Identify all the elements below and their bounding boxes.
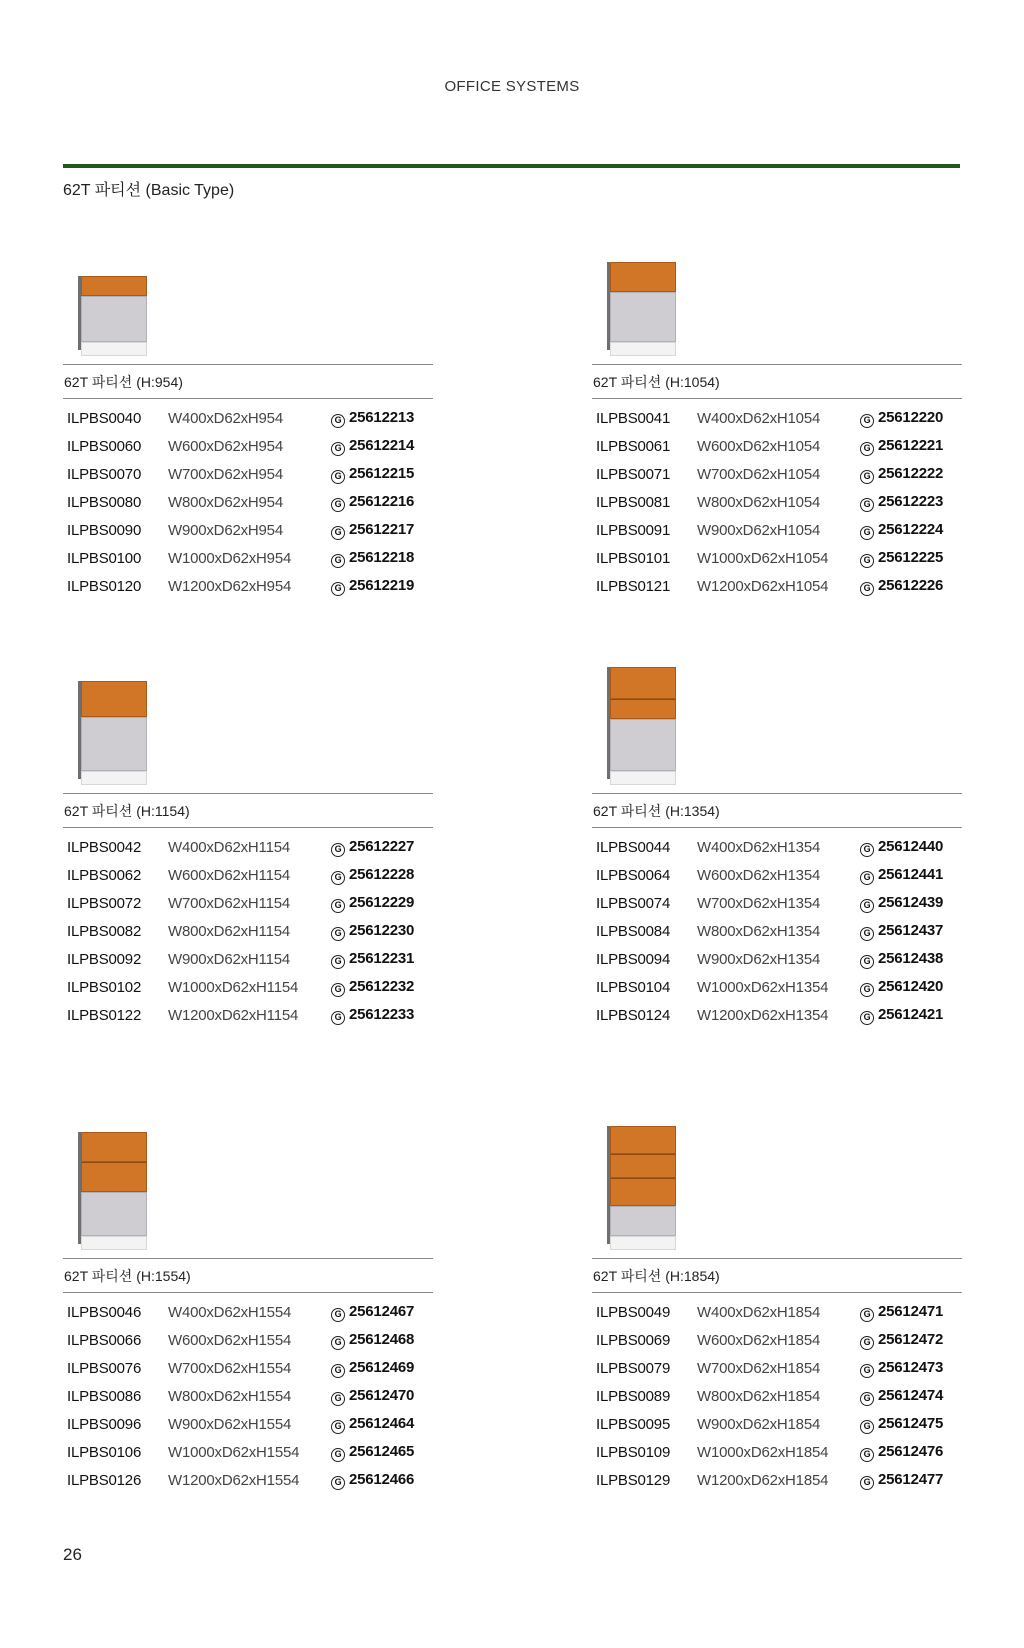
product-code: ILPBS0070 (67, 465, 142, 483)
g-code: 25612224 (878, 520, 944, 538)
g-mark-icon: G (331, 1011, 345, 1025)
table-row (63, 432, 433, 460)
product-block-h1154 (63, 675, 433, 1029)
product-code: ILPBS0072 (67, 894, 142, 912)
table-row (63, 404, 433, 432)
g-code: 25612437 (878, 921, 944, 939)
product-code: ILPBS0100 (67, 549, 142, 567)
g-mark-icon: G (860, 498, 874, 512)
section-title: 62T 파티션 (Basic Type) (63, 182, 235, 199)
table-row (63, 833, 433, 861)
g-code: 25612468 (349, 1330, 415, 1348)
product-code: ILPBS0096 (67, 1415, 142, 1433)
g-code: 25612217 (349, 520, 415, 538)
table-row (592, 488, 962, 516)
g-mark-icon: G (331, 582, 345, 596)
product-code: ILPBS0069 (596, 1331, 671, 1349)
g-code: 25612466 (349, 1470, 415, 1488)
partition-base (81, 342, 147, 356)
fabric-panel-lower (610, 719, 676, 771)
g-mark-icon: G (331, 470, 345, 484)
product-code: ILPBS0090 (67, 521, 142, 539)
spec-table (63, 404, 433, 600)
table-row (592, 1298, 962, 1326)
table-row (592, 404, 962, 432)
table-row (592, 1466, 962, 1494)
product-block-h954 (63, 246, 433, 600)
product-code: ILPBS0084 (596, 922, 671, 940)
product-code: ILPBS0106 (67, 1443, 142, 1461)
g-mark-icon: G (331, 1336, 345, 1350)
spec-table (592, 404, 962, 600)
g-mark-icon: G (860, 582, 874, 596)
dimensions: W400xD62xH1554 (168, 1303, 292, 1321)
g-code: 25612213 (349, 408, 415, 426)
partition-image (63, 675, 433, 793)
product-code: ILPBS0129 (596, 1471, 671, 1489)
g-code: 25612472 (878, 1330, 944, 1348)
product-code: ILPBS0121 (596, 577, 671, 595)
dimensions: W1200xD62xH1554 (168, 1471, 300, 1489)
partition-image (592, 246, 962, 364)
dimensions: W900xD62xH1554 (168, 1415, 292, 1433)
g-mark-icon: G (331, 1364, 345, 1378)
dimensions: W900xD62xH954 (168, 521, 283, 539)
partition-illustration (610, 1126, 676, 1250)
g-mark-icon: G (331, 1420, 345, 1434)
fabric-panel-upper (610, 262, 676, 292)
table-row (63, 917, 433, 945)
partition-illustration (81, 681, 147, 785)
dimensions: W700xD62xH1854 (697, 1359, 821, 1377)
table-row (63, 861, 433, 889)
g-mark-icon: G (860, 1336, 874, 1350)
product-code: ILPBS0089 (596, 1387, 671, 1405)
table-row (592, 1438, 962, 1466)
product-code: ILPBS0082 (67, 922, 142, 940)
partition-image (63, 246, 433, 364)
dimensions: W900xD62xH1054 (697, 521, 821, 539)
product-code: ILPBS0080 (67, 493, 142, 511)
product-code: ILPBS0071 (596, 465, 671, 483)
fabric-panel-middle (81, 1162, 147, 1192)
block-title: 62T 파티션 (H:1354) (592, 793, 962, 828)
dimensions: W1000xD62xH1854 (697, 1443, 829, 1461)
g-mark-icon: G (331, 498, 345, 512)
table-row (592, 544, 962, 572)
g-mark-icon: G (331, 843, 345, 857)
product-code: ILPBS0094 (596, 950, 671, 968)
g-code: 25612476 (878, 1442, 944, 1460)
g-code: 25612420 (878, 977, 944, 995)
spec-table (63, 833, 433, 1029)
dimensions: W900xD62xH1854 (697, 1415, 821, 1433)
dimensions: W800xD62xH954 (168, 493, 283, 511)
dimensions: W600xD62xH954 (168, 437, 283, 455)
g-mark-icon: G (860, 1308, 874, 1322)
fabric-panel-middle (610, 1154, 676, 1178)
partition-base (81, 1236, 147, 1250)
dimensions: W400xD62xH1154 (168, 838, 290, 856)
table-row (592, 917, 962, 945)
product-code: ILPBS0060 (67, 437, 142, 455)
running-head: OFFICE SYSTEMS (444, 78, 580, 95)
product-code: ILPBS0079 (596, 1359, 671, 1377)
g-code: 25612226 (878, 576, 944, 594)
product-code: ILPBS0091 (596, 521, 671, 539)
g-code: 25612223 (878, 492, 944, 510)
product-code: ILPBS0124 (596, 1006, 671, 1024)
g-code: 25612421 (878, 1005, 944, 1023)
table-row (592, 833, 962, 861)
partition-base (610, 771, 676, 785)
dimensions: W900xD62xH1154 (168, 950, 290, 968)
dimensions: W700xD62xH954 (168, 465, 283, 483)
g-code: 25612464 (349, 1414, 415, 1432)
partition-illustration (81, 276, 147, 356)
partition-image (63, 1140, 433, 1258)
partition-image (592, 675, 962, 793)
spec-table (592, 833, 962, 1029)
product-code: ILPBS0095 (596, 1415, 671, 1433)
product-code: ILPBS0101 (596, 549, 671, 567)
product-code: ILPBS0104 (596, 978, 671, 996)
dimensions: W1200xD62xH954 (168, 577, 292, 595)
g-mark-icon: G (331, 1308, 345, 1322)
table-row (63, 572, 433, 600)
product-code: ILPBS0120 (67, 577, 142, 595)
dimensions: W600xD62xH1854 (697, 1331, 821, 1349)
dimensions: W1000xD62xH1154 (168, 978, 299, 996)
product-code: ILPBS0109 (596, 1443, 671, 1461)
g-code: 25612230 (349, 921, 415, 939)
dimensions: W900xD62xH1354 (697, 950, 821, 968)
product-code: ILPBS0042 (67, 838, 142, 856)
dimensions: W700xD62xH1354 (697, 894, 821, 912)
g-code: 25612227 (349, 837, 415, 855)
product-block-h1354 (592, 675, 962, 1029)
dimensions: W800xD62xH1154 (168, 922, 290, 940)
table-row (592, 861, 962, 889)
product-code: ILPBS0049 (596, 1303, 671, 1321)
g-code: 25612215 (349, 464, 415, 482)
g-code: 25612439 (878, 893, 944, 911)
g-code: 25612438 (878, 949, 944, 967)
g-mark-icon: G (331, 442, 345, 456)
g-mark-icon: G (860, 442, 874, 456)
dimensions: W600xD62xH1154 (168, 866, 290, 884)
g-code: 25612222 (878, 464, 944, 482)
table-row (592, 1326, 962, 1354)
g-code: 25612477 (878, 1470, 944, 1488)
fabric-panel-upper (81, 1132, 147, 1162)
partition-illustration (610, 667, 676, 785)
table-row (63, 1466, 433, 1494)
dimensions: W700xD62xH1554 (168, 1359, 292, 1377)
g-mark-icon: G (331, 554, 345, 568)
g-mark-icon: G (331, 899, 345, 913)
section-rule (63, 164, 960, 168)
g-code: 25612231 (349, 949, 415, 967)
g-code: 25612229 (349, 893, 415, 911)
g-mark-icon: G (331, 1448, 345, 1462)
dimensions: W400xD62xH1354 (697, 838, 821, 856)
table-row (63, 1410, 433, 1438)
g-mark-icon: G (860, 983, 874, 997)
g-code: 25612465 (349, 1442, 415, 1460)
table-row (592, 460, 962, 488)
page-number: 26 (63, 1545, 82, 1564)
product-code: ILPBS0102 (67, 978, 142, 996)
g-mark-icon: G (860, 554, 874, 568)
product-block-h1854 (592, 1140, 962, 1494)
table-row (63, 488, 433, 516)
product-code: ILPBS0062 (67, 866, 142, 884)
product-block-h1554 (63, 1140, 433, 1494)
table-row (63, 544, 433, 572)
g-mark-icon: G (860, 1011, 874, 1025)
dimensions: W800xD62xH1354 (697, 922, 821, 940)
g-mark-icon: G (860, 1364, 874, 1378)
dimensions: W1000xD62xH1354 (697, 978, 829, 996)
block-title: 62T 파티션 (H:1054) (592, 364, 962, 399)
g-mark-icon: G (860, 1420, 874, 1434)
g-mark-icon: G (860, 414, 874, 428)
product-code: ILPBS0076 (67, 1359, 142, 1377)
dimensions: W1000xD62xH1554 (168, 1443, 300, 1461)
partition-base (610, 342, 676, 356)
g-code: 25612473 (878, 1358, 944, 1376)
g-mark-icon: G (860, 1448, 874, 1462)
spec-table (63, 1298, 433, 1494)
g-mark-icon: G (860, 871, 874, 885)
g-mark-icon: G (860, 470, 874, 484)
table-row (63, 1354, 433, 1382)
table-row (63, 973, 433, 1001)
table-row (63, 889, 433, 917)
g-code: 25612221 (878, 436, 944, 454)
g-code: 25612214 (349, 436, 415, 454)
table-row (63, 1382, 433, 1410)
fabric-panel-upper (81, 276, 147, 296)
dimensions: W700xD62xH1154 (168, 894, 290, 912)
table-row (592, 889, 962, 917)
product-code: ILPBS0046 (67, 1303, 142, 1321)
dimensions: W800xD62xH1554 (168, 1387, 292, 1405)
product-code: ILPBS0040 (67, 409, 142, 427)
g-mark-icon: G (860, 899, 874, 913)
partition-illustration (81, 1132, 147, 1250)
partition-image (592, 1140, 962, 1258)
g-mark-icon: G (331, 983, 345, 997)
g-mark-icon: G (860, 1476, 874, 1490)
fabric-panel-middle (610, 1178, 676, 1206)
g-code: 25612232 (349, 977, 415, 995)
g-code: 25612440 (878, 837, 944, 855)
product-code: ILPBS0081 (596, 493, 671, 511)
dimensions: W800xD62xH1854 (697, 1387, 821, 1405)
fabric-panel-lower (610, 292, 676, 342)
partition-illustration (610, 262, 676, 356)
product-code: ILPBS0126 (67, 1471, 142, 1489)
fabric-panel-middle (610, 699, 676, 719)
g-mark-icon: G (860, 843, 874, 857)
fabric-panel-upper (81, 681, 147, 717)
dimensions: W400xD62xH1054 (697, 409, 821, 427)
block-title: 62T 파티션 (H:1854) (592, 1258, 962, 1293)
product-code: ILPBS0064 (596, 866, 671, 884)
table-row (592, 432, 962, 460)
dimensions: W400xD62xH954 (168, 409, 283, 427)
product-block-h1054 (592, 246, 962, 600)
table-row (63, 516, 433, 544)
fabric-panel-lower (81, 717, 147, 771)
product-code: ILPBS0074 (596, 894, 671, 912)
table-row (592, 1001, 962, 1029)
table-row (592, 973, 962, 1001)
product-code: ILPBS0044 (596, 838, 671, 856)
dimensions: W1200xD62xH1154 (168, 1006, 299, 1024)
g-mark-icon: G (331, 526, 345, 540)
block-title: 62T 파티션 (H:954) (63, 364, 433, 399)
table-row (63, 1438, 433, 1466)
g-code: 25612471 (878, 1302, 944, 1320)
product-code: ILPBS0061 (596, 437, 671, 455)
dimensions: W600xD62xH1054 (697, 437, 821, 455)
table-row (592, 572, 962, 600)
product-code: ILPBS0092 (67, 950, 142, 968)
g-code: 25612475 (878, 1414, 944, 1432)
product-code: ILPBS0122 (67, 1006, 142, 1024)
dimensions: W800xD62xH1054 (697, 493, 821, 511)
product-code: ILPBS0086 (67, 1387, 142, 1405)
dimensions: W600xD62xH1354 (697, 866, 821, 884)
dimensions: W1200xD62xH1354 (697, 1006, 829, 1024)
dimensions: W1000xD62xH1054 (697, 549, 829, 567)
table-row (592, 1382, 962, 1410)
table-row (63, 1298, 433, 1326)
fabric-panel-lower (610, 1206, 676, 1236)
fabric-panel-lower (81, 1192, 147, 1236)
g-code: 25612470 (349, 1386, 415, 1404)
g-code: 25612220 (878, 408, 944, 426)
g-code: 25612228 (349, 865, 415, 883)
spec-table (592, 1298, 962, 1494)
table-row (63, 1326, 433, 1354)
table-row (63, 945, 433, 973)
g-mark-icon: G (331, 1476, 345, 1490)
table-row (63, 460, 433, 488)
table-row (63, 1001, 433, 1029)
dimensions: W600xD62xH1554 (168, 1331, 292, 1349)
partition-base (610, 1236, 676, 1250)
g-code: 25612469 (349, 1358, 415, 1376)
block-title: 62T 파티션 (H:1154) (63, 793, 433, 828)
g-code: 25612225 (878, 548, 944, 566)
fabric-panel-upper (610, 1126, 676, 1154)
g-mark-icon: G (331, 871, 345, 885)
g-code: 25612219 (349, 576, 415, 594)
product-code: ILPBS0066 (67, 1331, 142, 1349)
g-code: 25612467 (349, 1302, 415, 1320)
dimensions: W1200xD62xH1054 (697, 577, 829, 595)
fabric-panel-lower (81, 296, 147, 342)
table-row (592, 1410, 962, 1438)
dimensions: W700xD62xH1054 (697, 465, 821, 483)
g-code: 25612218 (349, 548, 415, 566)
g-mark-icon: G (331, 1392, 345, 1406)
partition-base (81, 771, 147, 785)
g-mark-icon: G (331, 414, 345, 428)
g-code: 25612233 (349, 1005, 415, 1023)
g-code: 25612216 (349, 492, 415, 510)
product-code: ILPBS0041 (596, 409, 671, 427)
block-title: 62T 파티션 (H:1554) (63, 1258, 433, 1293)
g-mark-icon: G (331, 927, 345, 941)
table-row (592, 945, 962, 973)
dimensions: W1000xD62xH954 (168, 549, 292, 567)
fabric-panel-upper (610, 667, 676, 699)
dimensions: W400xD62xH1854 (697, 1303, 821, 1321)
table-row (592, 1354, 962, 1382)
g-mark-icon: G (331, 955, 345, 969)
table-row (592, 516, 962, 544)
g-mark-icon: G (860, 955, 874, 969)
g-mark-icon: G (860, 927, 874, 941)
dimensions: W1200xD62xH1854 (697, 1471, 829, 1489)
g-mark-icon: G (860, 526, 874, 540)
g-code: 25612441 (878, 865, 944, 883)
g-mark-icon: G (860, 1392, 874, 1406)
g-code: 25612474 (878, 1386, 944, 1404)
